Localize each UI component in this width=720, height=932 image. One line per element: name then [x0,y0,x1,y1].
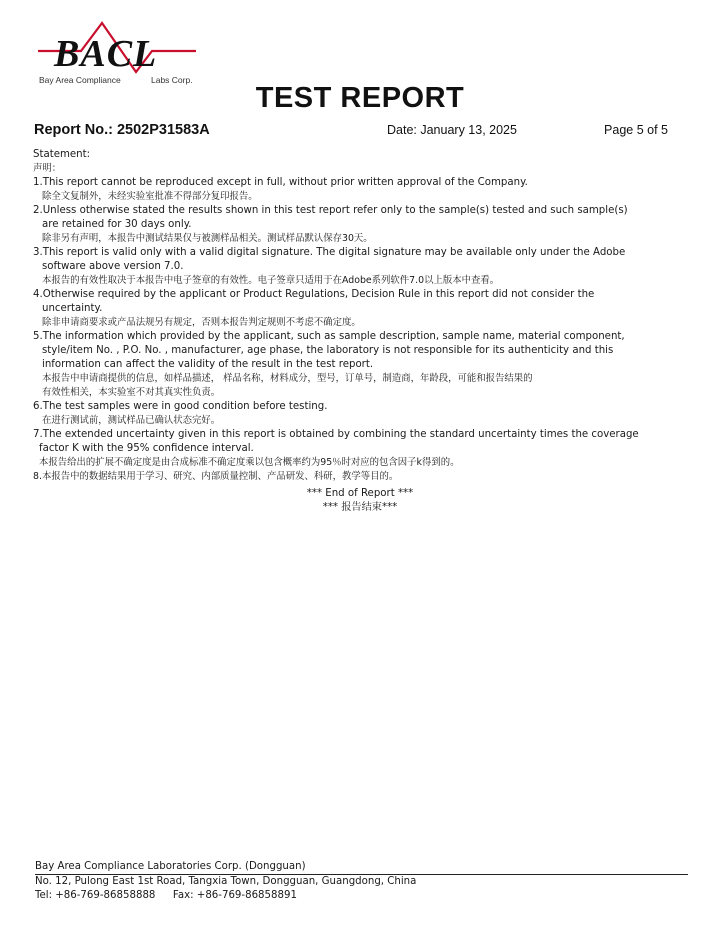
svg-text:Labs Corp.: Labs Corp. [151,75,193,85]
statement-line: software above version 7.0. [42,261,184,272]
statement-line: 4.Otherwise required by the applicant or Product Regulations, Decision Rule in this report did not consider the [33,289,595,300]
statement-line: factor K with the 95% confidence interval. [39,443,254,454]
report-header [34,122,668,142]
bacl-logo [36,20,206,88]
footer-address: No. 12, Pulong East 1st Road, Tangxia Town, Dongguan, Guangdong, China [35,876,417,887]
statement-line: information can affect the validity of the result in the test report. [42,359,374,370]
statement-line: 7.The extended uncertainty given in this report is obtained by combining the standard uncertainty times the coverage [33,429,639,440]
statement-section [33,148,673,484]
page-footer [35,860,690,903]
statement-line: 在进行测试前，测试样品已确认状态完好。 [42,415,221,426]
bacl-logo-graphic [36,20,206,88]
footer-contact [35,889,690,903]
statement-line: uncertainty. [42,303,103,314]
report-title: TEST REPORT [255,82,465,114]
footer-tel: Tel: +86-769-86858888 [35,890,156,901]
statement-line: 2.Unless otherwise stated the results shown in this test report refer only to the sample(s) tested and such sample(s) [33,205,628,216]
page-number: Page 5 of 5 [604,123,668,137]
report-date: Date: January 13, 2025 [387,123,517,137]
statement-line: 6.The test samples were in good condition before testing. [33,401,328,412]
end-of-report [0,487,720,515]
report-number: Report No.: 2502P31583A [34,122,210,138]
statement-line: 3.This report is valid only with a valid digital signature. The digital signature may be available only under the Adobe [33,247,626,258]
statement-line: are retained for 30 days only. [42,219,192,230]
statement-line: 除非申请商要求或产品法规另有规定，否则本报告判定规则不考虑不确定度。 [42,317,361,328]
statement-line: 除非另有声明，本报告中测试结果仅与被测样品相关。测试样品默认保存30天。 [42,233,373,244]
statement-heading: Statement: [33,149,91,160]
statement-line: style/item No. , P.O. No. , manufacturer, age phase, the laboratory is not responsible for its authenticity and this [42,345,614,356]
statement-line: 5.The information which provided by the applicant, such as sample description, sample name, material component, [33,331,625,342]
svg-text:Bay Area Compliance: Bay Area Compliance [39,75,121,85]
statement-line: 有效性相关，本实验室不对其真实性负责。 [42,387,221,398]
statement-line: 除全文复制外，未经实验室批准不得部分复印报告。 [42,191,258,202]
statement-line: 本报告的有效性取决于本报告中电子签章的有效性。电子签章只适用于在Adobe系列软件7.0以上版本中查看。 [42,275,500,286]
svg-text:BACL: BACL [54,33,158,75]
end-of-report-en: *** End of Report *** [306,488,414,499]
statement-lines [33,176,673,484]
footer-company: Bay Area Compliance Laboratories Corp. (Dongguan) [35,861,306,872]
statement-line: 本报告中申请商提供的信息，如样品描述， 样品名称，材料成分，型号，订单号，制造商，年龄段，可能和报告结果的 [42,373,533,384]
statement-heading-cn: 声明： [33,163,62,174]
end-of-report-cn: *** 报告结束*** [322,502,398,513]
statement-line: 8.本报告中的数据结果用于学习、研究、内部质量控制、产品研发、科研，教学等目的。 [33,471,399,482]
footer-fax: Fax: +86-769-86858891 [172,890,297,901]
statement-line: 1.This report cannot be reproduced except in full, without prior written approval of the Company. [33,177,528,188]
statement-line: 本报告给出的扩展不确定度是由合成标准不确定度乘以包含概率约为95％时对应的包含因子k得到的。 [39,457,460,468]
